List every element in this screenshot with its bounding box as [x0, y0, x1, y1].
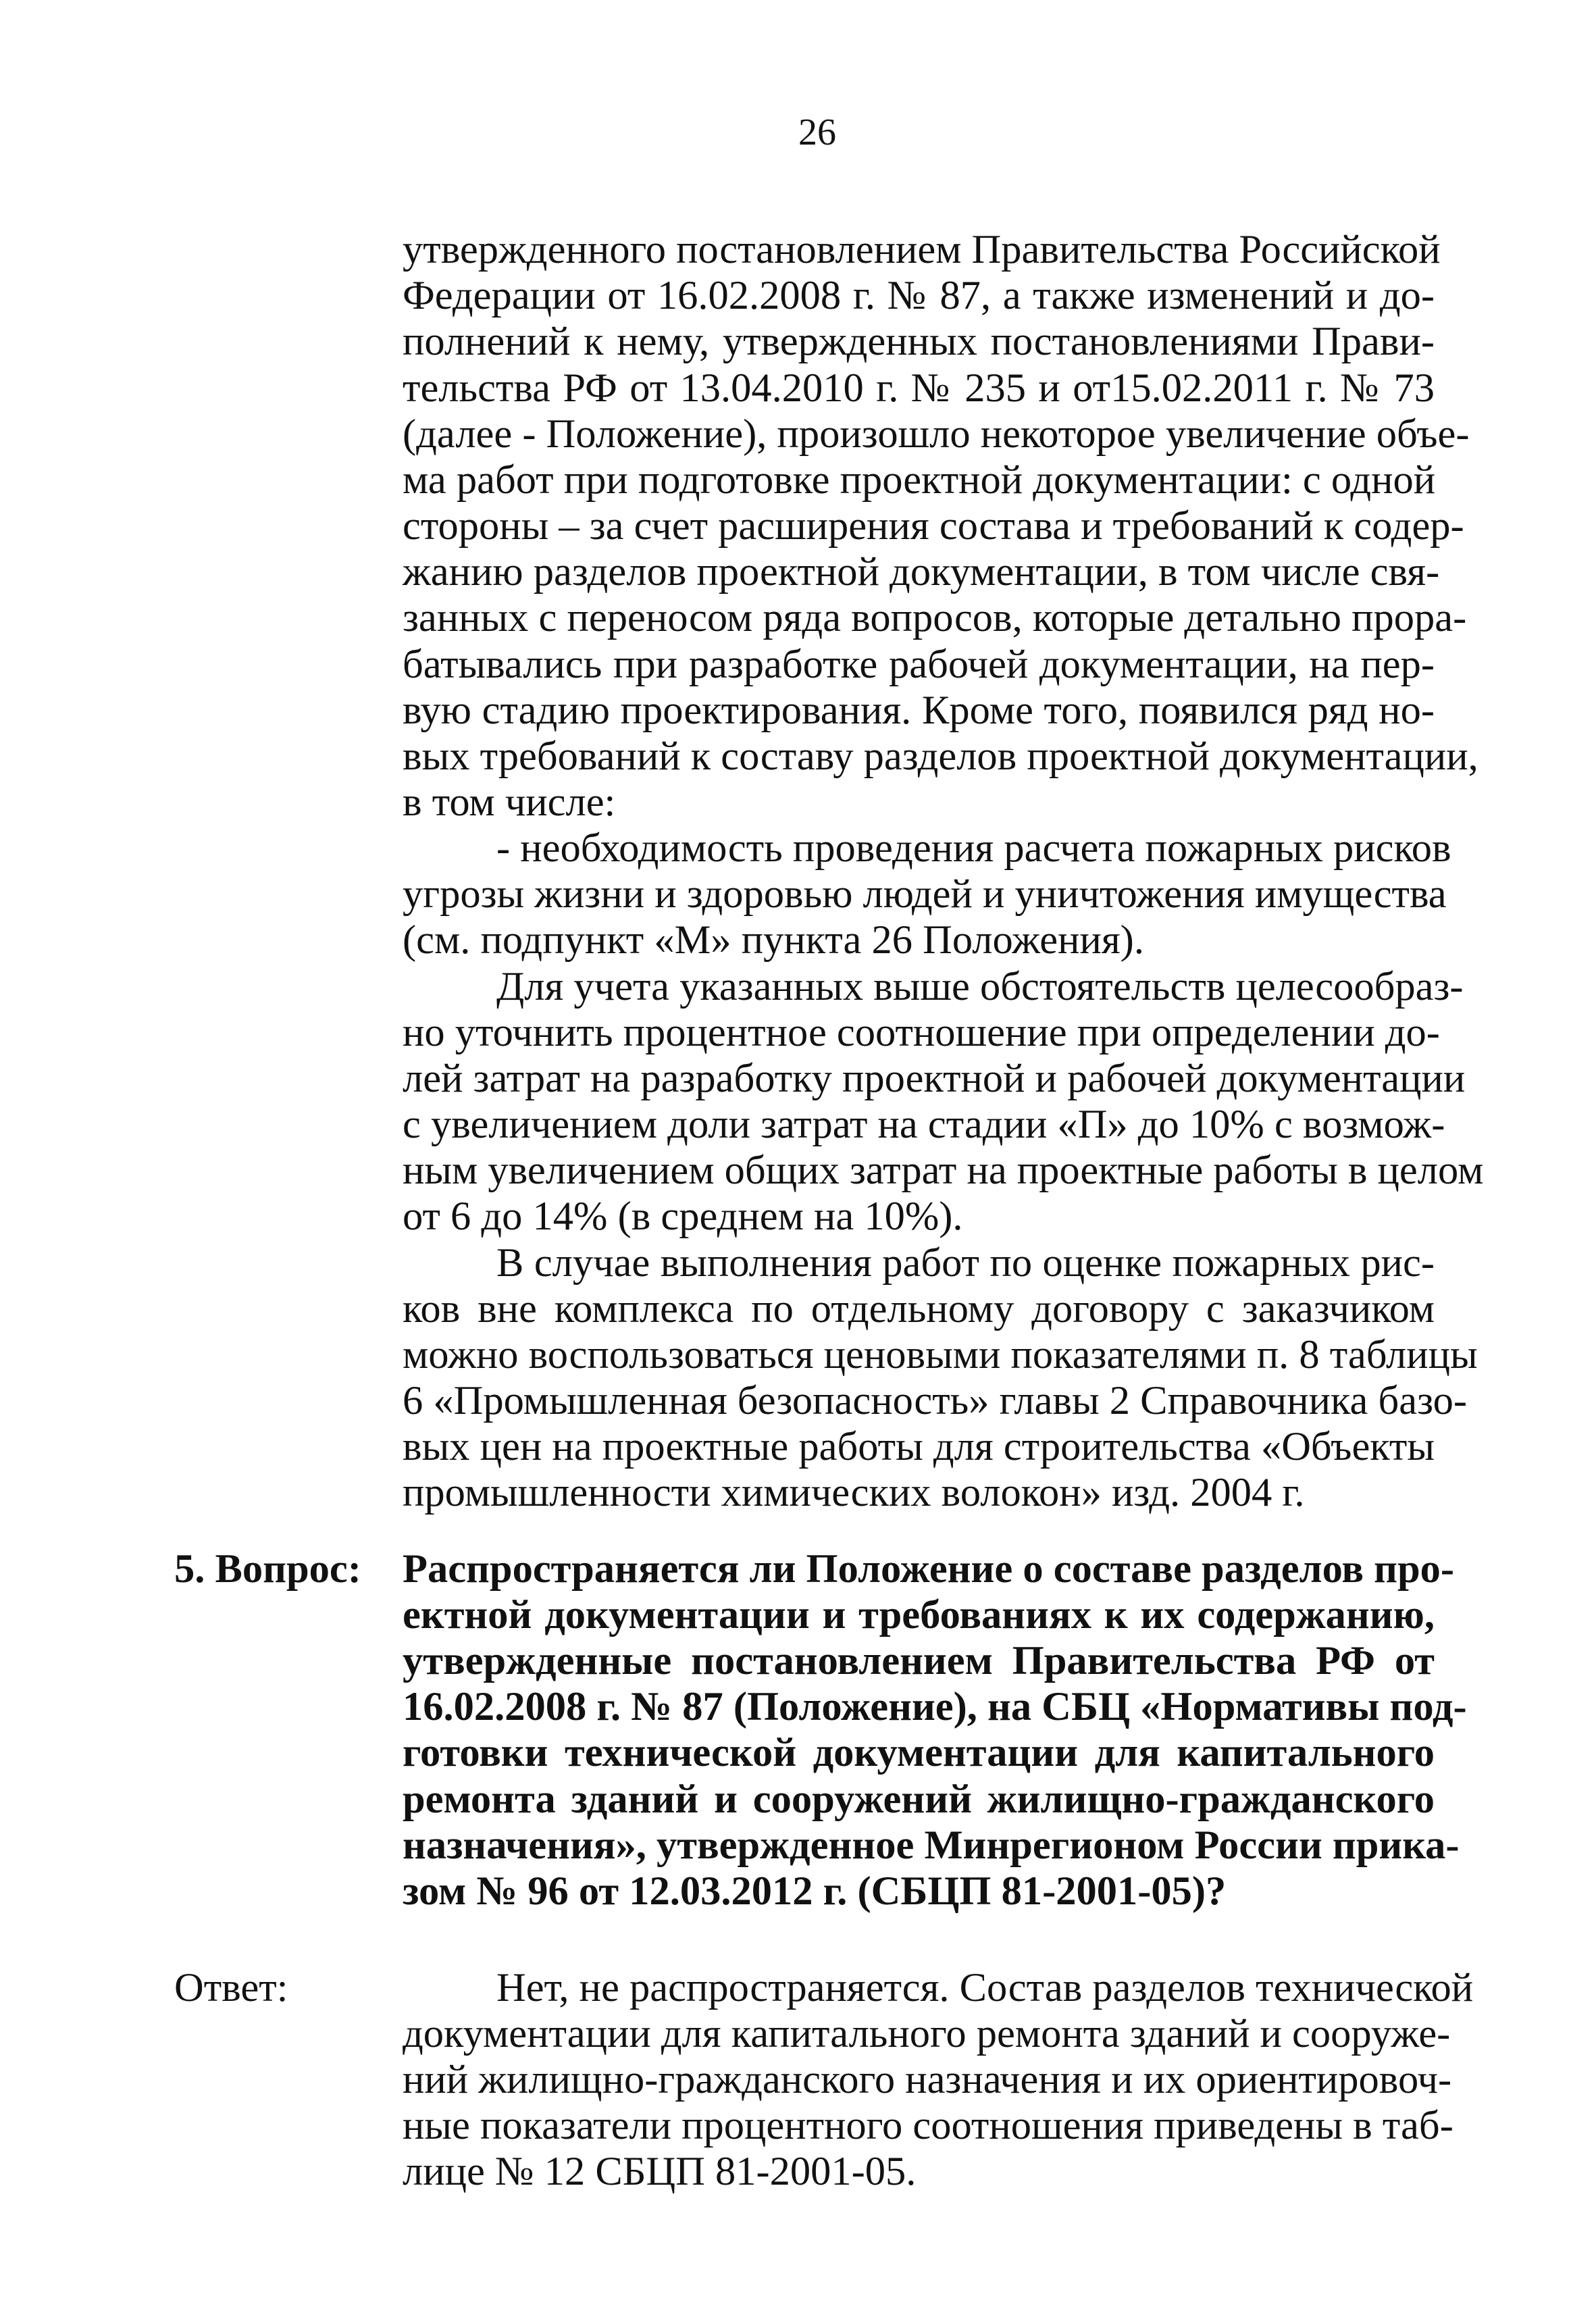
text-line: от 6 до 14% (в среднем на 10%). [403, 1194, 963, 1239]
text-line: полнений к нему, утвержденных постановлениями Прави- [403, 319, 1435, 364]
text-line: - необходимость проведения расчета пожарных рисков [496, 825, 1451, 871]
text-line: лей затрат на разработку проектной и рабочей документации [403, 1056, 1466, 1101]
text-line: (см. подпункт «М» пункта 26 Положения). [403, 917, 1144, 963]
text-line: Распространяется ли Положение о составе разделов про- [403, 1546, 1455, 1592]
text-line: лице № 12 СБЦП 81-2001-05. [403, 2149, 917, 2194]
text-line: можно воспользоваться ценовыми показателями п. 8 таблицы [403, 1332, 1478, 1377]
text-line: стороны – за счет расширения состава и требований к содер- [403, 503, 1464, 549]
text-line: готовки технической документации для капитального [403, 1730, 1435, 1775]
text-line: В случае выполнения работ по оценке пожарных рис- [496, 1240, 1435, 1286]
text-line: 6 «Промышленная безопасность» главы 2 Справочника базо- [403, 1378, 1468, 1423]
text-line: утвержденного постановлением Правительства Российской [403, 227, 1441, 272]
text-line: документации для капитального ремонта зданий и сооруже- [403, 2011, 1451, 2056]
text-line: ков вне комплекса по отдельному договору с заказчиком [403, 1286, 1435, 1331]
text-line: в том числе: [403, 780, 616, 825]
text-line: ний жилищно-гражданского назначения и их ориентировоч- [403, 2057, 1452, 2102]
page-number: 26 [798, 111, 836, 153]
text-line: угрозы жизни и здоровью людей и уничтожения имущества [403, 871, 1447, 917]
text-line: занных с переносом ряда вопросов, которые детально прора- [403, 595, 1467, 640]
text-line: с увеличением доли затрат на стадии «П» до 10% с возмож- [403, 1102, 1445, 1147]
text-line: Для учета указанных выше обстоятельств целесообраз- [496, 964, 1464, 1009]
text-line: 16.02.2008 г. № 87 (Положение), на СБЦ «Нормативы под- [403, 1684, 1467, 1729]
text-line: вую стадию проектирования. Кроме того, появился ряд но- [403, 688, 1435, 733]
question-5-label: 5. Вопрос: [174, 1546, 361, 1592]
text-line: ным увеличением общих затрат на проектные работы в целом [403, 1148, 1484, 1193]
text-line: тельства РФ от 13.04.2010 г. № 235 и от15.02.2011 г. № 73 [403, 365, 1435, 411]
text-line: жанию разделов проектной документации, в том числе свя- [403, 549, 1440, 594]
text-line: но уточнить процентное соотношение при определении до- [403, 1010, 1440, 1055]
text-line: ма работ при подготовке проектной документации: с одной [403, 457, 1436, 503]
text-line: батывались при разработке рабочей документации, на пер- [403, 642, 1435, 687]
text-line: назначения», утвержденное Минрегионом России прика- [403, 1823, 1460, 1868]
text-line: ектной документации и требованиях к их содержанию, [403, 1592, 1435, 1637]
text-line: зом № 96 от 12.03.2012 г. (СБЦП 81-2001-05)? [403, 1869, 1227, 1914]
text-line: (далее - Положение), произошло некоторое увеличение объе- [403, 411, 1470, 457]
text-line: ремонта зданий и сооружений жилищно-гражданского [403, 1777, 1435, 1822]
text-line: Федерации от 16.02.2008 г. № 87, а также изменений и до- [403, 273, 1435, 318]
answer-5-label: Ответ: [174, 1965, 288, 2010]
text-line: ные показатели процентного соотношения приведены в таб- [403, 2103, 1453, 2148]
text-line: вых требований к составу разделов проектной документации, [403, 734, 1478, 779]
text-line: Нет, не распространяется. Состав разделов технической [496, 1965, 1474, 2010]
text-line: промышленности химических волокон» изд. 2004 г. [403, 1470, 1305, 1515]
text-line: утвержденные постановлением Правительства РФ от [403, 1638, 1435, 1683]
text-line: вых цен на проектные работы для строительства «Объекты [403, 1424, 1435, 1469]
